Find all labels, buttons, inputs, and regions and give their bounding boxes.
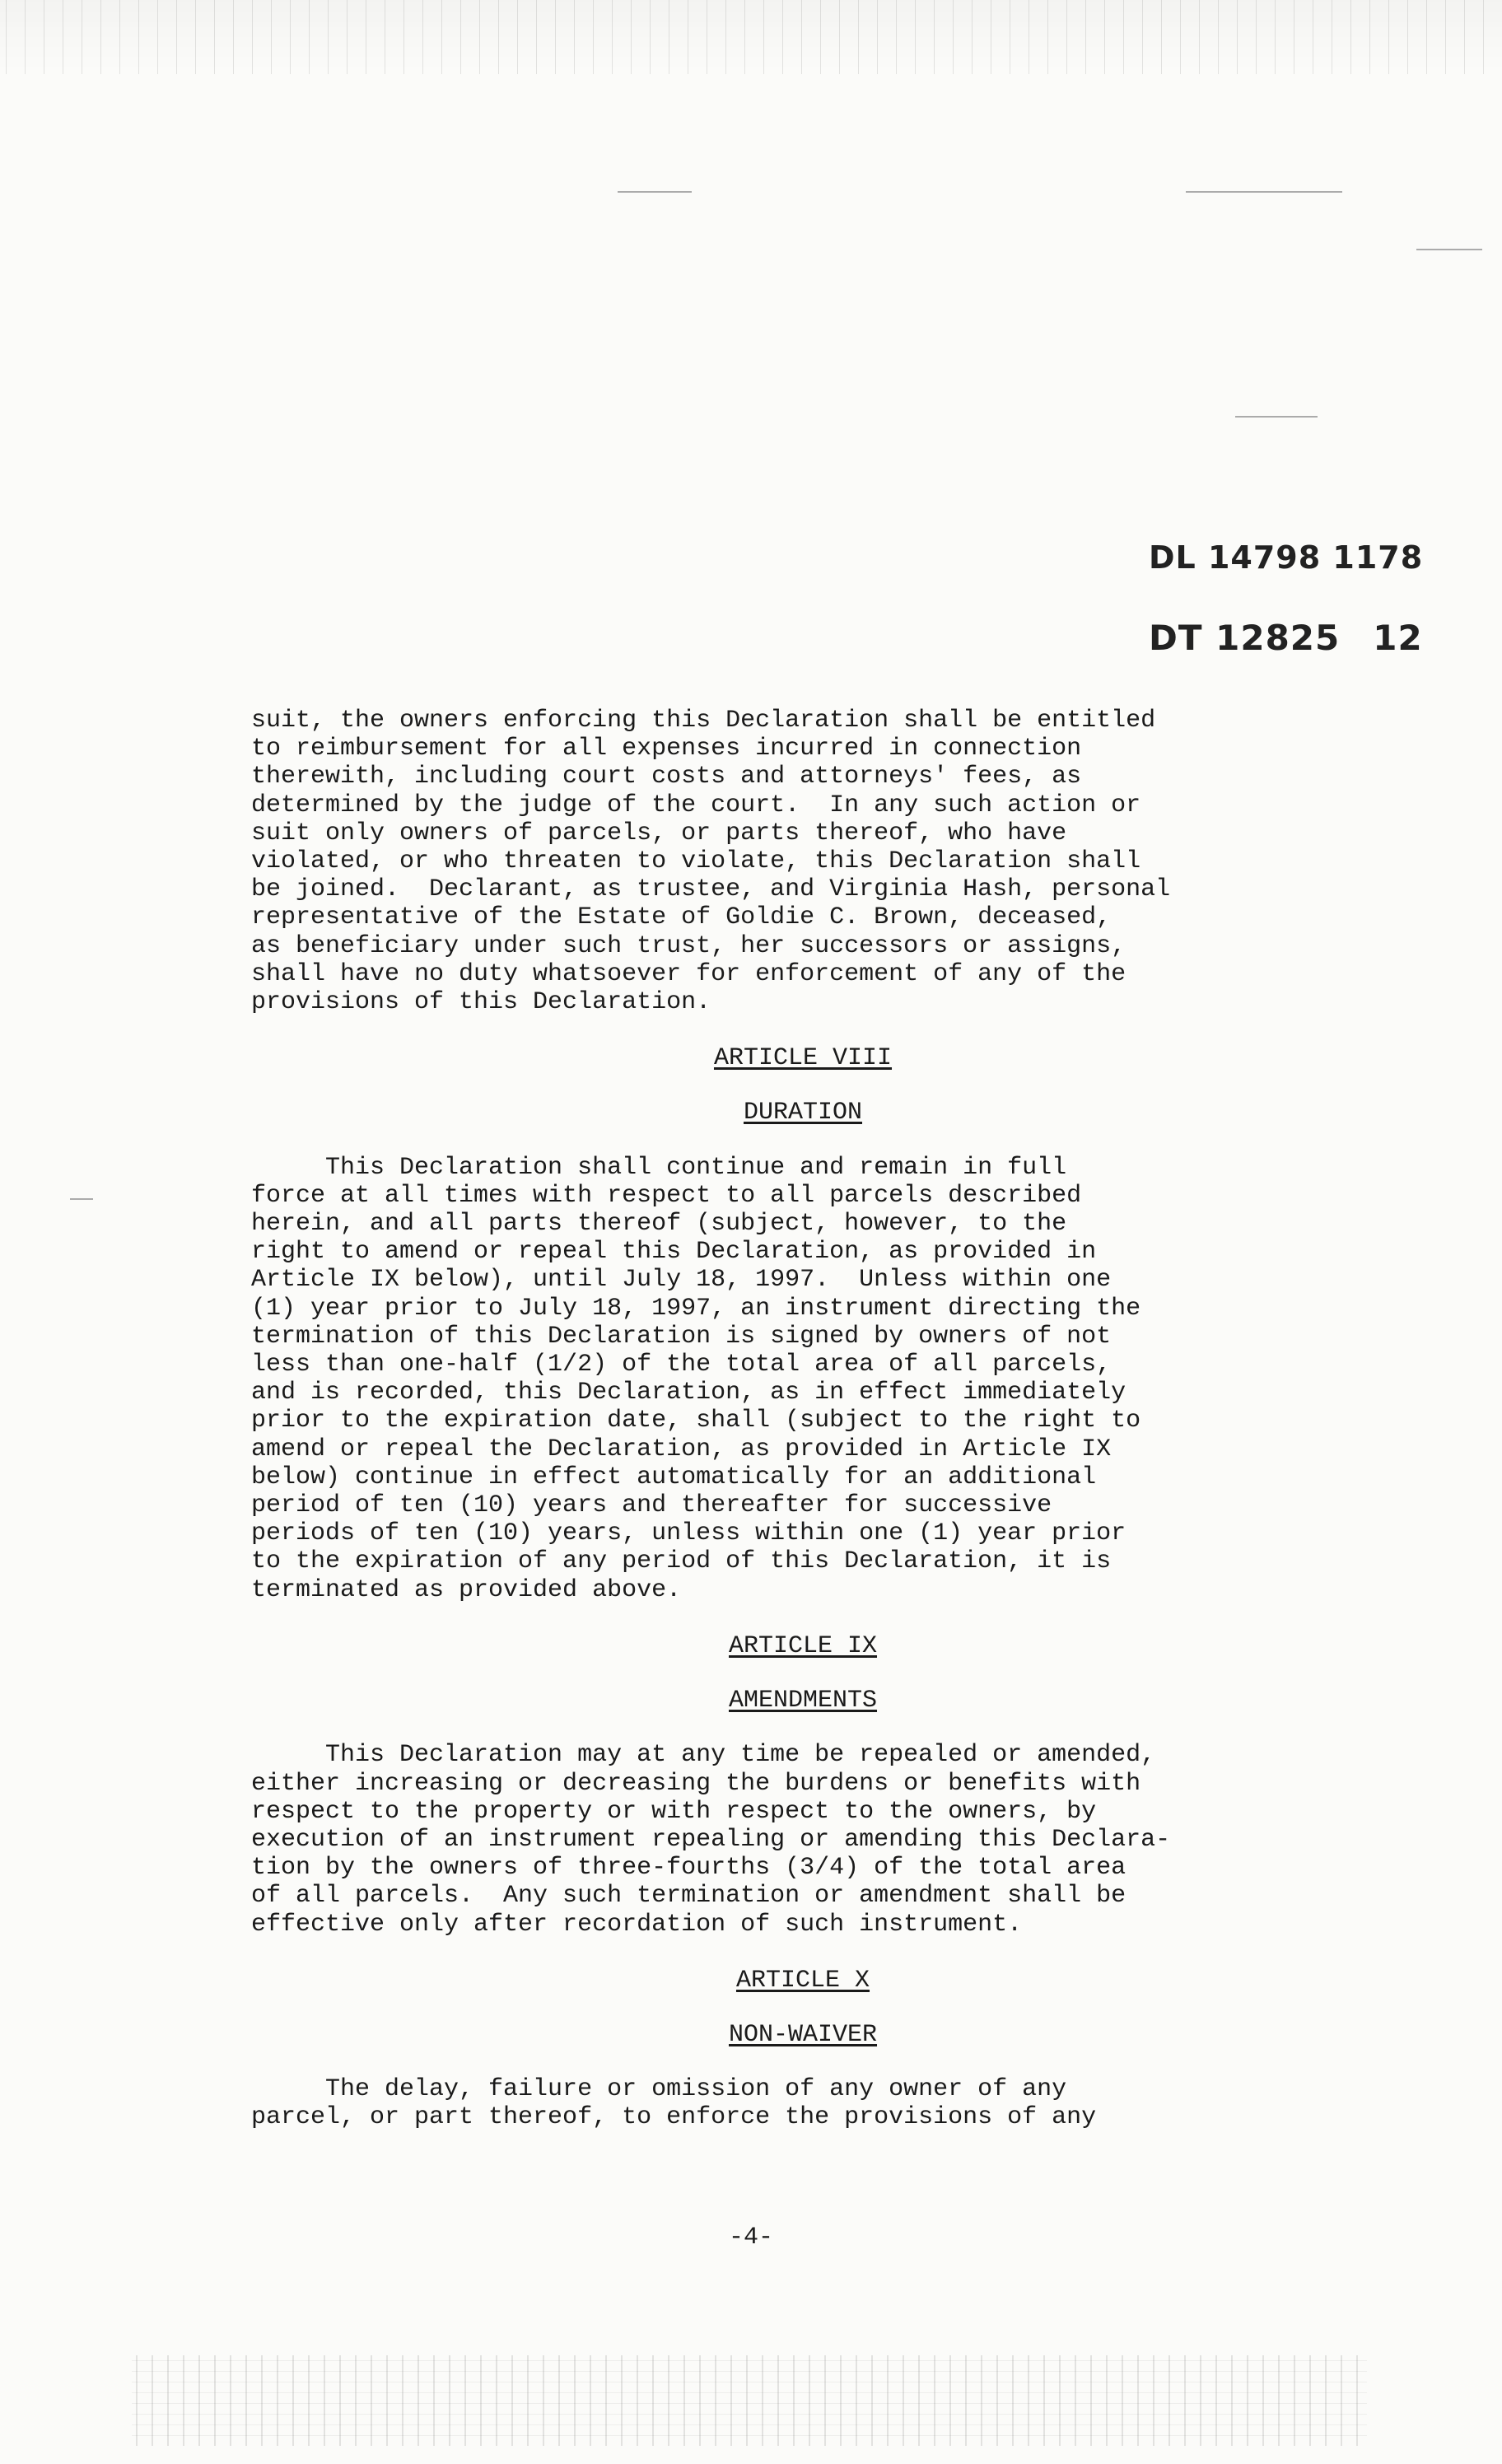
scan-mark bbox=[1186, 191, 1342, 193]
recording-stamp-doc bbox=[1149, 618, 1423, 658]
recording-stamp-page: 12 bbox=[1373, 618, 1423, 658]
paragraph-non-waiver: The delay, failure or omission of any owner of any parcel, or part thereof, to enforce the provisions of any bbox=[251, 2075, 1097, 2132]
page-number: -4- bbox=[728, 2224, 773, 2252]
paragraph-enforcement-continued: suit, the owners enforcing this Declaration shall be entitled to reimbursement for all expenses incurred in connection therewith, including court costs and attorneys' fees, as determined by the judge of the court. In any such action or suit only owners of parcels, or parts thereof, who have violated, or who threaten to violate, this Declaration shall be joined. Declarant, as trustee, and Virginia Hash, personal representative of the Estate of Goldie C. Brown, deceased, as beneficiary under such trust, her successors or assigns, shall have no duty whatsoever for enforcement of any of the provisions of this Declaration. bbox=[251, 707, 1171, 1017]
recording-stamp-doc-number: DT 12825 bbox=[1149, 618, 1341, 658]
recording-stamp-book: DL 14798 1178 bbox=[1149, 539, 1424, 576]
article-10-heading: ARTICLE X bbox=[735, 1966, 870, 1995]
scan-noise-bottom bbox=[132, 2355, 1367, 2446]
scan-noise-top bbox=[0, 0, 1502, 74]
document-body bbox=[251, 707, 1355, 2132]
paragraph-duration: This Declaration shall continue and remain in full force at all times with respect to all parcels described herein, and all parts thereof (subject, however, to the right to amend or repeal this Declaration, as provided in Article IX below), until July 18, 1997. Unless within one (1) year prior to July 18, 1997, an instrument directing the termination of this Declaration is signed by owners of not less than one-half (1/2) of the total area of all parcels, and is recorded, this Declaration, as in effect immediately prior to the expiration date, shall (subject to the right to amend or repeal the Declaration, as provided in Article IX below) continue in effect automatically for an additional period of ten (10) years and thereafter for successive periods of ten (10) years, unless within one (1) year prior to the expiration of any period of this Declaration, it is terminated as provided above. bbox=[251, 1153, 1141, 1604]
article-10-title: NON-WAIVER bbox=[728, 2020, 878, 2049]
article-8-title: DURATION bbox=[743, 1099, 863, 1127]
scan-mark bbox=[1416, 249, 1482, 250]
scan-mark bbox=[1235, 416, 1318, 418]
article-9-heading: ARTICLE IX bbox=[728, 1631, 878, 1660]
paragraph-amendments: This Declaration may at any time be repealed or amended, either increasing or decreasing the burdens or benefits with respect to the property or with respect to the owners, by execution of an instrument repealing or amending this Declara- tion by the owners of three-fourths (3/4) of the total area of all parcels. Any such termination or amendment shall be effective only after recordation of such instrument. bbox=[251, 1741, 1171, 1939]
scan-mark bbox=[70, 1198, 93, 1200]
article-9-title: AMENDMENTS bbox=[728, 1687, 878, 1715]
scan-mark bbox=[618, 191, 692, 193]
article-8-heading: ARTICLE VIII bbox=[713, 1044, 893, 1073]
